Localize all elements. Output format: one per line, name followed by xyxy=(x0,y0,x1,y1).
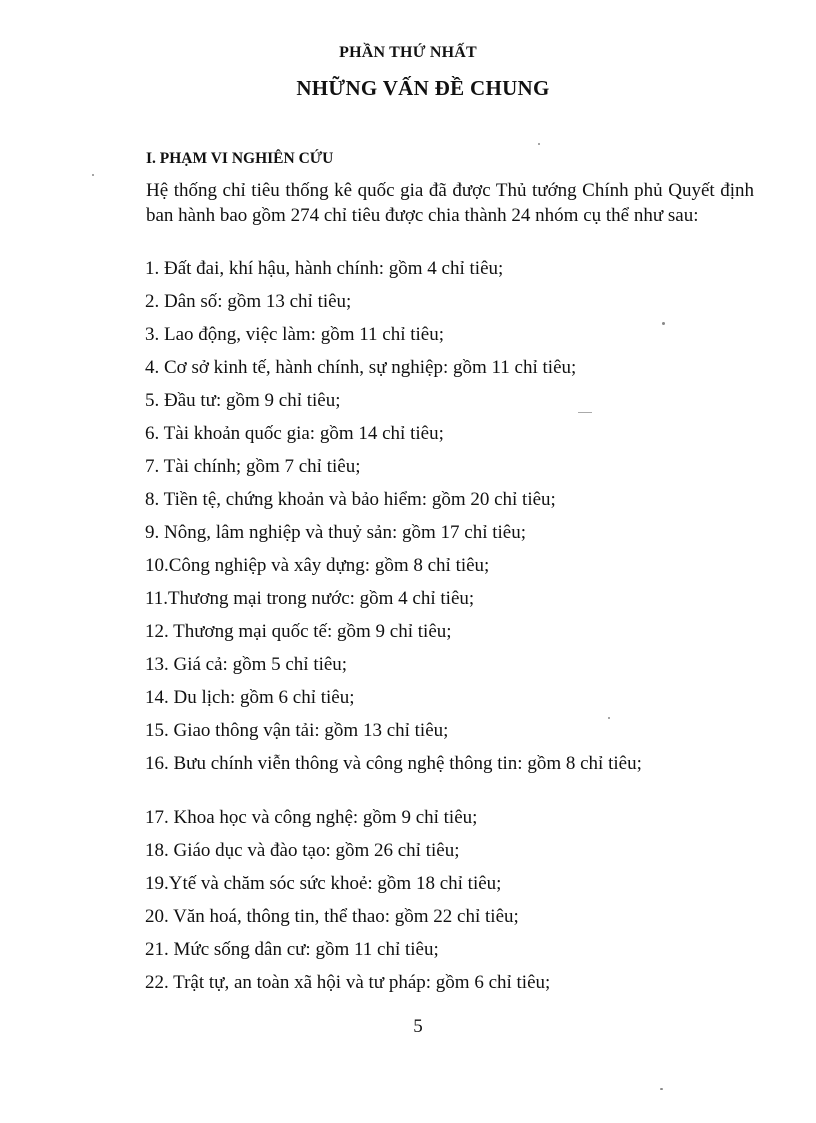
intro-paragraph xyxy=(146,178,754,228)
list-item: 17. Khoa học và công nghệ: gồm 9 chỉ tiêu; xyxy=(145,807,478,828)
list-item: 8. Tiền tệ, chứng khoản và bảo hiểm: gồm 20 chỉ tiêu; xyxy=(145,489,556,510)
list-item: 9. Nông, lâm nghiệp và thuỷ sản: gồm 17 chỉ tiêu; xyxy=(145,522,527,543)
list-item: 10.Công nghiệp và xây dựng: gồm 8 chỉ tiêu; xyxy=(145,555,490,576)
scan-speck xyxy=(608,717,610,719)
list-item: 21. Mức sống dân cư: gồm 11 chỉ tiêu; xyxy=(145,939,439,960)
indicator-group-list xyxy=(145,258,755,1005)
list-item: 7. Tài chính; gồm 7 chỉ tiêu; xyxy=(145,456,361,477)
list-item: 11.Thương mại trong nước: gồm 4 chỉ tiêu; xyxy=(145,588,475,609)
list-item: 12. Thương mại quốc tế: gồm 9 chỉ tiêu; xyxy=(145,621,452,642)
scan-speck xyxy=(92,174,94,176)
chapter-title: NHỮNG VẤN ĐỀ CHUNG xyxy=(296,76,550,100)
list-item: 18. Giáo dục và đào tạo: gồm 26 chỉ tiêu; xyxy=(145,840,460,861)
list-item: 6. Tài khoản quốc gia: gồm 14 chỉ tiêu; xyxy=(145,423,444,444)
scan-speck xyxy=(538,143,540,145)
scan-speck xyxy=(578,412,592,413)
list-item: 19.Ytế và chăm sóc sức khoẻ: gồm 18 chỉ tiêu; xyxy=(145,873,502,894)
list-item: 22. Trật tự, an toàn xã hội và tư pháp: gồm 6 chỉ tiêu; xyxy=(145,972,551,993)
intro-text: Hệ thống chỉ tiêu thống kê quốc gia đã được Thủ tướng Chính phủ Quyết định ban hành bao gồm 274 chỉ tiêu được chia thành 24 nhóm cụ thể như sau: xyxy=(146,180,754,226)
section-heading: I. PHẠM VI NGHIÊN CỨU xyxy=(146,150,334,167)
scan-speck xyxy=(660,1088,663,1090)
list-item: 15. Giao thông vận tải: gồm 13 chỉ tiêu; xyxy=(145,720,449,741)
list-item: 2. Dân số: gồm 13 chỉ tiêu; xyxy=(145,291,352,312)
list-item: 1. Đất đai, khí hậu, hành chính: gồm 4 chỉ tiêu; xyxy=(145,258,504,279)
list-item: 5. Đầu tư: gồm 9 chỉ tiêu; xyxy=(145,390,341,411)
page-number: 5 xyxy=(413,1016,423,1037)
list-item: 14. Du lịch: gồm 6 chỉ tiêu; xyxy=(145,687,355,708)
scan-speck xyxy=(662,322,665,325)
list-item: 4. Cơ sở kinh tế, hành chính, sự nghiệp: gồm 11 chỉ tiêu; xyxy=(145,357,577,378)
list-item: 16. Bưu chính viễn thông và công nghệ thông tin: gồm 8 chỉ tiêu; xyxy=(145,753,642,774)
list-item: 20. Văn hoá, thông tin, thể thao: gồm 22 chỉ tiêu; xyxy=(145,906,519,927)
part-title: PHẦN THỨ NHẤT xyxy=(339,44,477,61)
list-item: 13. Giá cả: gồm 5 chỉ tiêu; xyxy=(145,654,348,675)
list-item: 3. Lao động, việc làm: gồm 11 chỉ tiêu; xyxy=(145,324,445,345)
